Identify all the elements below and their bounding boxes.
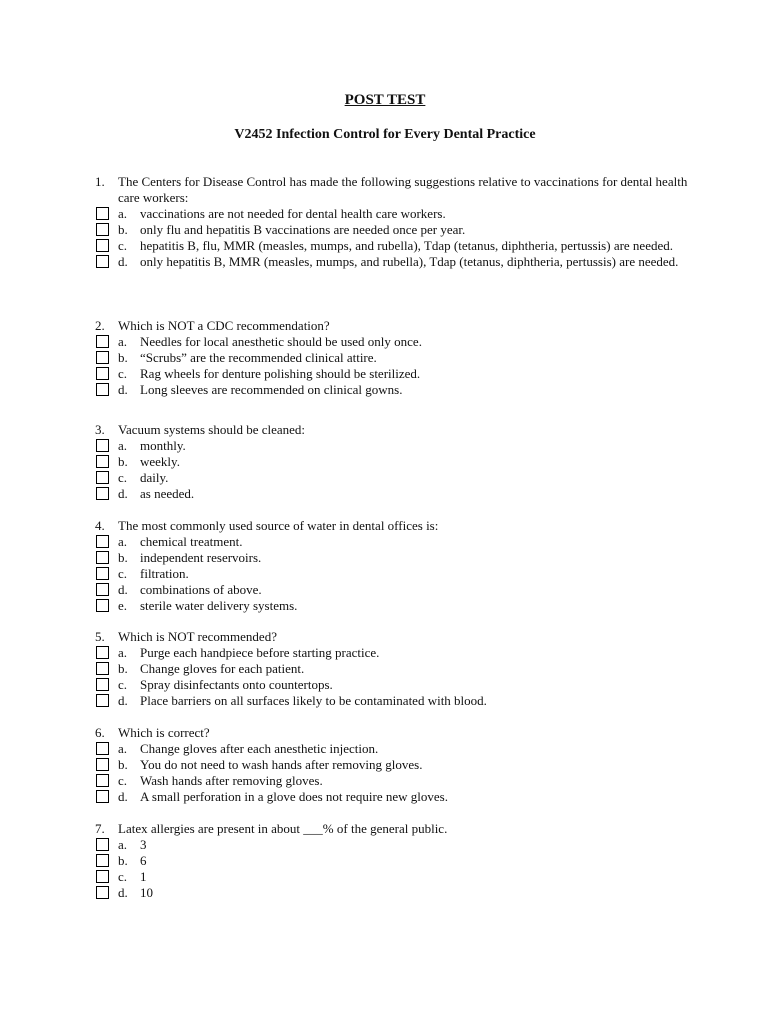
option-text: hepatitis B, flu, MMR (measles, mumps, and rubella), Tdap (tetanus, diphtheria, pertussis) are needed.: [140, 238, 673, 253]
question-stem: [95, 422, 695, 438]
answer-checkbox[interactable]: [96, 662, 109, 675]
question-text: The most commonly used source of water in dental offices is:: [118, 518, 439, 533]
option-text: as needed.: [140, 486, 195, 501]
option-letter: b.: [118, 550, 128, 565]
answer-checkbox[interactable]: [96, 838, 109, 851]
answer-option[interactable]: [95, 366, 695, 382]
option-letter: c.: [118, 566, 128, 581]
question-number: 2.: [95, 318, 105, 333]
option-letter: b.: [118, 661, 128, 676]
option-letter: a.: [118, 534, 128, 549]
option-text: Wash hands after removing gloves.: [140, 773, 323, 788]
answer-option[interactable]: [95, 566, 695, 582]
option-letter: a.: [118, 334, 128, 349]
option-letter: d.: [118, 486, 128, 501]
option-letter: a.: [118, 206, 128, 221]
option-letter: b.: [118, 350, 128, 365]
answer-option[interactable]: [95, 382, 695, 398]
option-text: Spray disinfectants onto countertops.: [140, 677, 333, 692]
question-text: The Centers for Disease Control has made the following suggestions relative to vaccinations for dental health care workers:: [118, 174, 688, 205]
option-text: vaccinations are not needed for dental health care workers.: [140, 206, 446, 221]
question-text: Which is NOT a CDC recommendation?: [118, 318, 330, 333]
option-text: 3: [140, 837, 147, 852]
answer-option[interactable]: [95, 757, 695, 773]
question-stem: [95, 518, 695, 534]
answer-checkbox[interactable]: [96, 471, 109, 484]
answer-option[interactable]: [95, 438, 695, 454]
answer-option[interactable]: [95, 773, 695, 789]
answer-checkbox[interactable]: [96, 383, 109, 396]
question-3: [95, 422, 695, 502]
answer-checkbox[interactable]: [96, 583, 109, 596]
option-text: Rag wheels for denture polishing should be sterilized.: [140, 366, 421, 381]
answer-option[interactable]: [95, 853, 695, 869]
answer-checkbox[interactable]: [96, 870, 109, 883]
option-text: Change gloves for each patient.: [140, 661, 305, 676]
answer-option[interactable]: [95, 334, 695, 350]
question-number: 7.: [95, 821, 105, 836]
answer-option[interactable]: [95, 582, 695, 598]
option-text: only hepatitis B, MMR (measles, mumps, and rubella), Tdap (tetanus, diphtheria, pertussis) are needed.: [140, 254, 679, 269]
option-text: only flu and hepatitis B vaccinations are needed once per year.: [140, 222, 466, 237]
answer-checkbox[interactable]: [96, 678, 109, 691]
option-letter: d.: [118, 789, 128, 804]
option-letter: a.: [118, 438, 128, 453]
option-letter: a.: [118, 837, 128, 852]
option-letter: a.: [118, 645, 128, 660]
option-letter: b.: [118, 853, 128, 868]
answer-option[interactable]: [95, 486, 695, 502]
question-number: 6.: [95, 725, 105, 740]
question-number: 3.: [95, 422, 105, 437]
question-number: 1.: [95, 174, 105, 189]
option-text: “Scrubs” are the recommended clinical attire.: [140, 350, 377, 365]
answer-checkbox[interactable]: [96, 487, 109, 500]
option-text: 1: [140, 869, 147, 884]
answer-checkbox[interactable]: [96, 758, 109, 771]
answer-checkbox[interactable]: [96, 455, 109, 468]
answer-option[interactable]: [95, 470, 695, 486]
option-text: Place barriers on all surfaces likely to be contaminated with blood.: [140, 693, 487, 708]
answer-option[interactable]: [95, 661, 695, 677]
option-text: sterile water delivery systems.: [140, 598, 298, 613]
option-letter: d.: [118, 382, 128, 397]
answer-checkbox[interactable]: [96, 742, 109, 755]
question-text: Vacuum systems should be cleaned:: [118, 422, 306, 437]
answer-checkbox[interactable]: [96, 694, 109, 707]
answer-checkbox[interactable]: [96, 439, 109, 452]
option-letter: c.: [118, 677, 128, 692]
question-7: [95, 821, 695, 901]
option-letter: c.: [118, 238, 128, 253]
answer-checkbox[interactable]: [96, 551, 109, 564]
answer-option[interactable]: [95, 837, 695, 853]
option-letter: b.: [118, 222, 128, 237]
option-letter: d.: [118, 254, 128, 269]
question-number: 5.: [95, 629, 105, 644]
answer-option[interactable]: [95, 534, 695, 550]
question-stem: [95, 629, 695, 645]
option-text: monthly.: [140, 438, 186, 453]
answer-checkbox[interactable]: [96, 854, 109, 867]
question-number: 4.: [95, 518, 105, 533]
answer-option[interactable]: [95, 693, 695, 709]
answer-option[interactable]: [95, 206, 695, 222]
question-text: Which is correct?: [118, 725, 210, 740]
question-stem: [95, 725, 695, 741]
question-2: [95, 318, 695, 398]
answer-checkbox[interactable]: [96, 239, 109, 252]
option-letter: e.: [118, 598, 128, 613]
option-text: Long sleeves are recommended on clinical gowns.: [140, 382, 403, 397]
page-title: POST TEST: [344, 92, 426, 108]
option-text: Change gloves after each anesthetic injection.: [140, 741, 379, 756]
option-text: daily.: [140, 470, 169, 485]
option-text: Needles for local anesthetic should be used only once.: [140, 334, 422, 349]
option-letter: a.: [118, 741, 128, 756]
option-text: combinations of above.: [140, 582, 262, 597]
answer-option[interactable]: [95, 741, 695, 757]
answer-option[interactable]: [95, 598, 695, 614]
answer-checkbox[interactable]: [96, 646, 109, 659]
option-letter: c.: [118, 773, 128, 788]
question-text: Which is NOT recommended?: [118, 629, 277, 644]
answer-option[interactable]: [95, 350, 695, 366]
answer-option[interactable]: [95, 238, 695, 254]
answer-checkbox[interactable]: [96, 207, 109, 220]
question-6: [95, 725, 695, 805]
option-text: A small perforation in a glove does not require new gloves.: [140, 789, 448, 804]
answer-option[interactable]: [95, 222, 695, 238]
answer-option[interactable]: [95, 677, 695, 693]
answer-checkbox[interactable]: [96, 255, 109, 268]
option-letter: d.: [118, 885, 128, 900]
option-text: independent reservoirs.: [140, 550, 262, 565]
option-text: chemical treatment.: [140, 534, 243, 549]
answer-checkbox[interactable]: [96, 351, 109, 364]
answer-option[interactable]: [95, 789, 695, 805]
answer-option[interactable]: [95, 254, 695, 270]
answer-option[interactable]: [95, 869, 695, 885]
option-letter: c.: [118, 366, 128, 381]
answer-option[interactable]: [95, 885, 695, 901]
option-text: 10: [140, 885, 153, 900]
option-letter: b.: [118, 757, 128, 772]
answer-option[interactable]: [95, 454, 695, 470]
option-text: Purge each handpiece before starting practice.: [140, 645, 380, 660]
answer-option[interactable]: [95, 550, 695, 566]
answer-checkbox[interactable]: [96, 535, 109, 548]
option-text: filtration.: [140, 566, 189, 581]
answer-checkbox[interactable]: [96, 599, 109, 612]
option-letter: d.: [118, 582, 128, 597]
answer-checkbox[interactable]: [96, 886, 109, 899]
answer-checkbox[interactable]: [96, 223, 109, 236]
question-stem: [95, 174, 695, 206]
option-letter: c.: [118, 869, 128, 884]
answer-checkbox[interactable]: [96, 335, 109, 348]
question-stem: [95, 318, 695, 334]
course-subtitle: V2452 Infection Control for Every Dental Practice: [234, 127, 536, 142]
option-letter: c.: [118, 470, 128, 485]
answer-checkbox[interactable]: [96, 774, 109, 787]
question-1: [95, 174, 695, 270]
answer-checkbox[interactable]: [96, 567, 109, 580]
answer-checkbox[interactable]: [96, 790, 109, 803]
option-text: You do not need to wash hands after removing gloves.: [140, 757, 423, 772]
answer-option[interactable]: [95, 645, 695, 661]
option-letter: d.: [118, 693, 128, 708]
question-4: [95, 518, 695, 614]
question-stem: [95, 821, 695, 837]
answer-checkbox[interactable]: [96, 367, 109, 380]
option-text: weekly.: [140, 454, 180, 469]
question-5: [95, 629, 695, 709]
option-text: 6: [140, 853, 147, 868]
option-letter: b.: [118, 454, 128, 469]
question-text: Latex allergies are present in about ___% of the general public.: [118, 821, 448, 836]
